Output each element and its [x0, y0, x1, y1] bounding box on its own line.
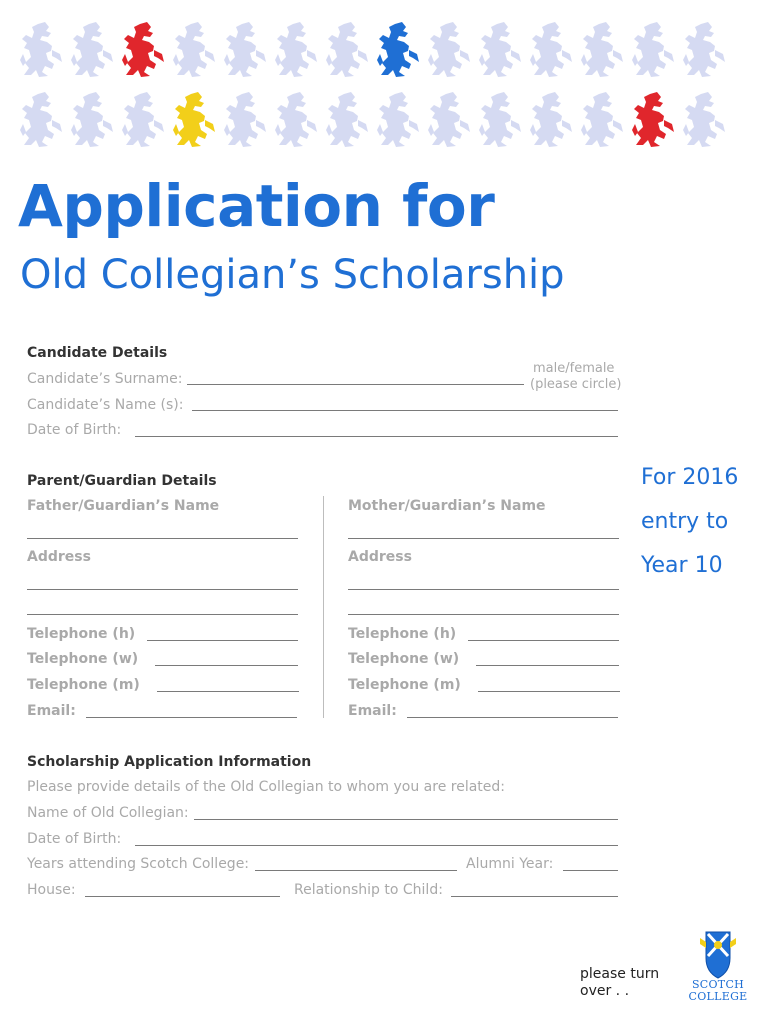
father-tel-m-label: Telephone (m) [27, 677, 140, 693]
please-turn-line2: over . . [580, 983, 630, 999]
lion-rampant-icon [324, 20, 370, 78]
mother-tel-m-label: Telephone (m) [348, 677, 461, 693]
lion-banner [0, 0, 770, 160]
candidate-name-field[interactable] [192, 410, 618, 411]
gender-note: male/female [533, 361, 615, 376]
oc-name-field[interactable] [194, 819, 618, 820]
lion-rampant-icon [18, 90, 64, 148]
oc-dob-label: Date of Birth: [27, 831, 122, 847]
lion-rampant-icon [681, 90, 727, 148]
mother-tel-h-field[interactable] [468, 640, 619, 641]
father-address-field-2[interactable] [27, 614, 298, 615]
page-subtitle: Old Collegian’s Scholarship [20, 252, 565, 298]
alumni-year-field[interactable] [563, 870, 618, 871]
lion-rampant-icon [528, 90, 574, 148]
lion-rampant-icon [171, 90, 217, 148]
mother-name-label: Mother/Guardian’s Name [348, 498, 546, 514]
father-name-field[interactable] [27, 538, 298, 539]
surname-label: Candidate’s Surname: [27, 371, 183, 387]
father-tel-w-field[interactable] [155, 665, 298, 666]
relationship-label: Relationship to Child: [294, 882, 443, 898]
father-address-field-1[interactable] [27, 589, 298, 590]
father-tel-h-label: Telephone (h) [27, 626, 136, 642]
oc-name-label: Name of Old Collegian: [27, 805, 189, 821]
please-turn-line1: please turn [580, 966, 660, 982]
lion-rampant-icon [171, 20, 217, 78]
father-email-label: Email: [27, 703, 76, 719]
lion-rampant-icon [477, 20, 523, 78]
candidate-heading: Candidate Details [27, 345, 168, 361]
lion-rampant-icon [222, 20, 268, 78]
mother-email-label: Email: [348, 703, 397, 719]
father-address-label: Address [27, 549, 91, 565]
relationship-field[interactable] [451, 896, 618, 897]
lion-rampant-icon [426, 20, 472, 78]
mother-address-label: Address [348, 549, 412, 565]
father-tel-m-field[interactable] [157, 691, 299, 692]
mother-tel-w-field[interactable] [476, 665, 619, 666]
years-attending-label: Years attending Scotch College: [27, 856, 250, 872]
entry-year-line2: entry to [641, 509, 729, 534]
lion-rampant-icon [222, 90, 268, 148]
page-title: Application for [18, 172, 495, 240]
lion-rampant-icon [681, 20, 727, 78]
scholarship-instructions: Please provide details of the Old Collegian to whom you are related: [27, 779, 506, 795]
lion-rampant-icon [273, 90, 319, 148]
oc-dob-field[interactable] [135, 845, 618, 846]
candidate-dob-label: Date of Birth: [27, 422, 122, 438]
mother-tel-h-label: Telephone (h) [348, 626, 457, 642]
mother-tel-m-field[interactable] [478, 691, 620, 692]
alumni-year-label: Alumni Year: [466, 856, 554, 872]
column-divider [323, 496, 324, 718]
lion-rampant-icon [273, 20, 319, 78]
lion-rampant-icon [528, 20, 574, 78]
parent-heading: Parent/Guardian Details [27, 473, 217, 489]
lion-rampant-icon [120, 20, 166, 78]
years-attending-field[interactable] [255, 870, 457, 871]
lion-rampant-icon [324, 90, 370, 148]
house-label: House: [27, 882, 76, 898]
crest-text-scotch: SCOTCH [691, 978, 745, 991]
surname-field[interactable] [187, 384, 524, 385]
house-field[interactable] [85, 896, 280, 897]
please-turn-note [580, 966, 670, 1000]
lion-rampant-icon [120, 90, 166, 148]
gender-note-circle: (please circle) [530, 377, 622, 392]
father-tel-w-label: Telephone (w) [27, 651, 139, 667]
lion-rampant-icon [579, 90, 625, 148]
entry-year-line3: Year 10 [641, 553, 723, 578]
lion-rampant-icon [630, 90, 676, 148]
lion-rampant-icon [69, 90, 115, 148]
mother-tel-w-label: Telephone (w) [348, 651, 460, 667]
lion-rampant-icon [579, 20, 625, 78]
candidate-name-label: Candidate’s Name (s): [27, 397, 184, 413]
mother-address-field-2[interactable] [348, 614, 619, 615]
mother-address-field-1[interactable] [348, 589, 619, 590]
father-tel-h-field[interactable] [147, 640, 298, 641]
entry-year-line1: For 2016 [641, 465, 739, 490]
father-name-label: Father/Guardian’s Name [27, 498, 220, 514]
mother-name-field[interactable] [348, 538, 619, 539]
lion-rampant-icon [375, 90, 421, 148]
lion-rampant-icon [477, 90, 523, 148]
scholarship-heading: Scholarship Application Information [27, 754, 312, 770]
lion-rampant-icon [18, 20, 64, 78]
father-email-field[interactable] [86, 717, 297, 718]
mother-email-field[interactable] [407, 717, 618, 718]
crest-text-college: COLLEGE [688, 990, 748, 1003]
lion-rampant-icon [426, 90, 472, 148]
lion-rampant-icon [69, 20, 115, 78]
lion-rampant-icon [375, 20, 421, 78]
candidate-dob-field[interactable] [135, 436, 618, 437]
lion-rampant-icon [630, 20, 676, 78]
